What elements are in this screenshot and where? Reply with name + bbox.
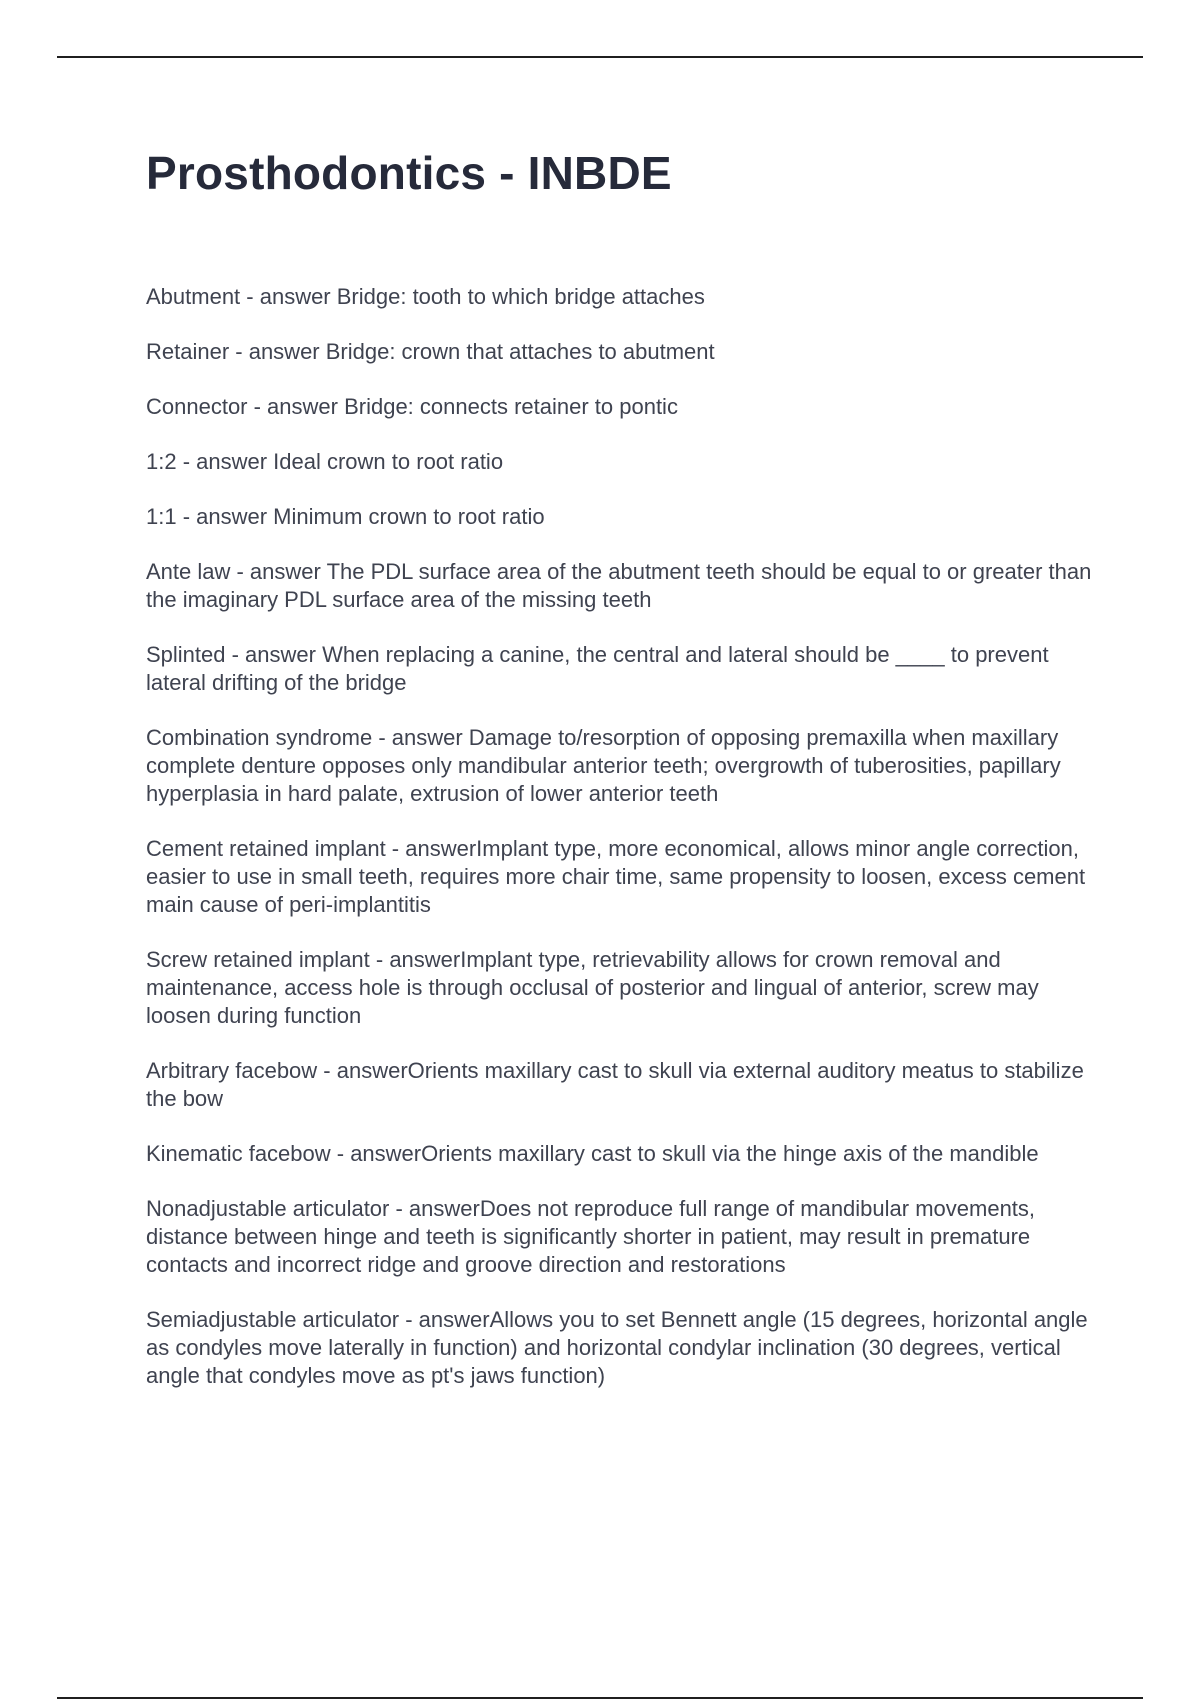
- flashcard-entry: 1:2 - answer Ideal crown to root ratio: [146, 449, 504, 474]
- flashcard-entry: Splinted - answer When replacing a canine, the central and lateral should be ____ to prevent lateral drifting of the bridge: [146, 642, 1049, 695]
- page-top-rule: [57, 56, 1143, 58]
- flashcard-entry: Semiadjustable articulator - answerAllows you to set Bennett angle (15 degrees, horizontal angle as condyles move laterally in function) and horizontal condylar inclination (30 degrees, vertical angle that condyles move as pt's jaws function): [146, 1307, 1088, 1388]
- flashcard-entry: Screw retained implant - answerImplant type, retrievability allows for crown removal and maintenance, access hole is through occlusal of posterior and lingual of anterior, screw may loosen during function: [146, 947, 1039, 1028]
- flashcard-entry: 1:1 - answer Minimum crown to root ratio: [146, 504, 545, 529]
- flashcard-list: [146, 283, 1092, 1417]
- page-bottom-rule: [57, 1697, 1143, 1699]
- flashcard-entry: Arbitrary facebow - answerOrients maxillary cast to skull via external auditory meatus to stabilize the bow: [146, 1058, 1084, 1111]
- page-title: Prosthodontics - INBDE: [146, 147, 672, 199]
- flashcard-entry: Nonadjustable articulator - answerDoes not reproduce full range of mandibular movements, distance between hinge and teeth is significantly shorter in patient, may result in premature contacts and incorrect ridge and groove direction and restorations: [146, 1196, 1036, 1277]
- flashcard-entry: Retainer - answer Bridge: crown that attaches to abutment: [146, 339, 715, 364]
- flashcard-entry: Ante law - answer The PDL surface area of the abutment teeth should be equal to or greater than the imaginary PDL surface area of the missing teeth: [146, 559, 1092, 612]
- flashcard-entry: Connector - answer Bridge: connects retainer to pontic: [146, 394, 678, 419]
- flashcard-entry: Combination syndrome - answer Damage to/resorption of opposing premaxilla when maxillary complete denture opposes only mandibular anterior teeth; overgrowth of tuberosities, papillary hyperplasia in hard palate, extrusion of lower anterior teeth: [146, 725, 1061, 806]
- flashcard-entry: Cement retained implant - answerImplant type, more economical, allows minor angle correction, easier to use in small teeth, requires more chair time, same propensity to loosen, excess cement main cause of peri-implantitis: [146, 836, 1086, 917]
- flashcard-entry: Abutment - answer Bridge: tooth to which bridge attaches: [146, 284, 705, 309]
- flashcard-entry: Kinematic facebow - answerOrients maxillary cast to skull via the hinge axis of the mandible: [146, 1141, 1039, 1166]
